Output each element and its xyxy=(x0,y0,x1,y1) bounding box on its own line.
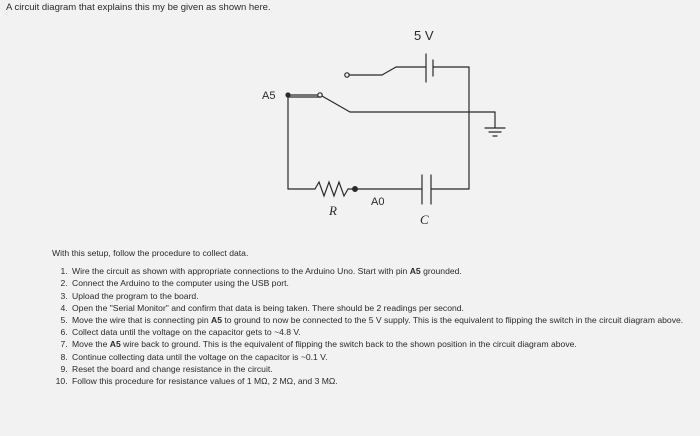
procedure-section xyxy=(52,247,692,387)
procedure-step xyxy=(70,265,692,277)
resistor-zigzag xyxy=(315,182,348,196)
step-text: Reset the board and change resistance in the circuit. xyxy=(72,363,273,374)
procedure-step xyxy=(70,363,692,375)
switch-blade xyxy=(322,96,350,112)
a5-pin-dot xyxy=(285,92,290,97)
pin-name: A5 xyxy=(211,315,223,326)
step-text: Follow this procedure for resistance values of 1 MΩ, 2 MΩ, and 3 MΩ. xyxy=(72,376,338,387)
step-text: Wire the circuit as shown with appropriate connections to the Arduino Uno. Start with pin xyxy=(72,266,410,277)
procedure-step xyxy=(70,351,692,363)
procedure-step xyxy=(70,277,692,289)
node-label-a0: A0 xyxy=(371,196,385,208)
procedure-step xyxy=(70,326,692,338)
pin-label-a5: A5 xyxy=(262,90,276,102)
step-text: Continue collecting data until the voltage on the capacitor is ~0.1 V. xyxy=(72,351,328,362)
capacitor-label: C xyxy=(420,212,429,227)
pin-name: A5 xyxy=(409,266,421,277)
intro-text: A circuit diagram that explains this my be given as shown here. xyxy=(6,2,271,13)
step-text: Move the xyxy=(72,339,110,350)
procedure-step xyxy=(70,314,692,326)
switch-upper-slant xyxy=(382,67,396,75)
step-text: Open the "Serial Monitor" and confirm that data is being taken. There should be 2 readings per second. xyxy=(72,302,464,313)
step-text: Connect the Arduino to the computer using the USB port. xyxy=(72,278,289,289)
step-text: grounded. xyxy=(420,266,462,277)
step-text: Collect data until the voltage on the capacitor gets to ~4.8 V. xyxy=(72,327,301,338)
step-text: wire back to ground. This is the equivalent of flipping the switch back to the shown position in the circuit diagram above. xyxy=(120,339,577,350)
pin-name: A5 xyxy=(109,339,121,350)
resistor-label: R xyxy=(329,203,337,218)
step-text: to ground to now be connected to the 5 V supply. This is the equivalent to flipping the switch in the circuit diagram above. xyxy=(222,315,684,326)
procedure-step xyxy=(70,302,692,314)
procedure-step xyxy=(70,290,692,302)
procedure-steps xyxy=(52,265,692,387)
supply-label: 5 V xyxy=(414,28,434,43)
step-text: Upload the program to the board. xyxy=(72,290,199,301)
step-text: Move the wire that is connecting pin xyxy=(72,315,212,326)
procedure-lead: With this setup, follow the procedure to collect data. xyxy=(52,248,249,258)
procedure-step xyxy=(70,375,692,387)
procedure-step xyxy=(70,338,692,350)
